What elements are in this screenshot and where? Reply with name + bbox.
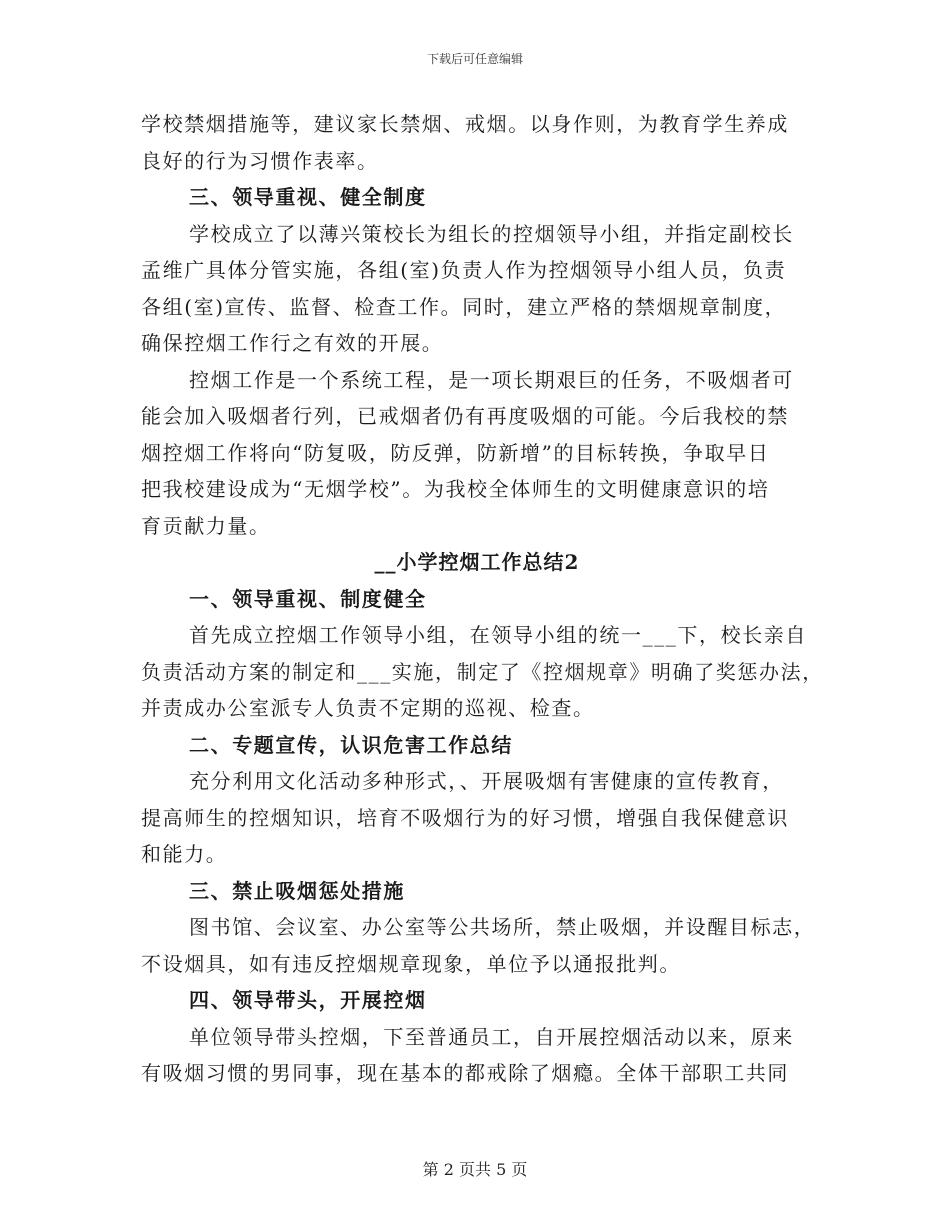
- page-footer: 第 2 页共 5 页: [422, 1160, 528, 1179]
- section-heading: 三、禁止吸烟惩处措施: [189, 878, 405, 903]
- text-line: 烟控烟工作将向“防复吸，防反弹，防新增”的目标转换，争取早日: [141, 440, 770, 465]
- text-line: 确保控烟工作行之有效的开展。: [141, 331, 444, 355]
- text-line: 孟维广具体分管实施，各组(室)负责人作为控烟领导小组人员，负责: [141, 258, 787, 282]
- page-header: 下载后可任意编辑: [426, 52, 523, 66]
- text-line: 负责活动方案的制定和___实施，制定了《控烟规章》明确了奖惩办法，: [141, 659, 824, 684]
- text-line: 图书馆、会议室、办公室等公共场所，禁止吸烟，并设醒目标志，: [189, 915, 816, 939]
- text-line: 和能力。: [141, 842, 228, 866]
- text-line: 能会加入吸烟者行列，已戒烟者仍有再度吸烟的可能。今后我校的禁: [141, 404, 789, 428]
- text-line: 学校禁烟措施等，建议家长禁烟、戒烟。以身作则，为教育学生养成: [141, 112, 789, 136]
- text-line: 育贡献力量。: [141, 513, 271, 538]
- text-line: 单位领导带头控烟，下至普通员工，自开展控烟活动以来，原来: [189, 1024, 794, 1049]
- text-line: 各组(室)宣传、监督、检查工作。同时，建立严格的禁烟规章制度，: [141, 294, 787, 319]
- section-heading: __小学控烟工作总结2: [374, 550, 580, 574]
- text-line: 充分利用文化活动多种形式，、开展吸烟有害健康的宣传教育，: [189, 769, 784, 793]
- section-heading: 三、领导重视、健全制度: [189, 185, 427, 209]
- text-line: 有吸烟习惯的男同事，现在基本的都戒除了烟瘾。全体干部职工共同: [141, 1061, 789, 1085]
- text-line: 并责成办公室派专人负责不定期的巡视、检查。: [141, 696, 595, 720]
- text-line: 把我校建设成为“无烟学校”。为我校全体师生的文明健康意识的培: [141, 477, 770, 501]
- section-heading: 四、领导带头，开展控烟: [189, 988, 427, 1012]
- text-line: 学校成立了以薄兴策校长为组长的控烟领导小组，并指定副校长: [189, 221, 794, 246]
- text-line: 控烟工作是一个系统工程，是一项长期艰巨的任务，不吸烟者可: [189, 367, 794, 392]
- document-body: [141, 106, 824, 1092]
- text-line: 不设烟具，如有违反控烟规章现象，单位予以通报批判。: [141, 951, 681, 976]
- text-line: 首先成立控烟工作领导小组，在领导小组的统一___下，校长亲自: [189, 623, 807, 647]
- text-line: 良好的行为习惯作表率。: [141, 148, 379, 173]
- section-heading: 一、领导重视、制度健全: [189, 586, 427, 611]
- section-heading: 二、专题宣传，认识危害工作总结: [189, 732, 513, 757]
- text-line: 提高师生的控烟知识，培育不吸烟行为的好习惯，增强自我保健意识: [141, 805, 789, 830]
